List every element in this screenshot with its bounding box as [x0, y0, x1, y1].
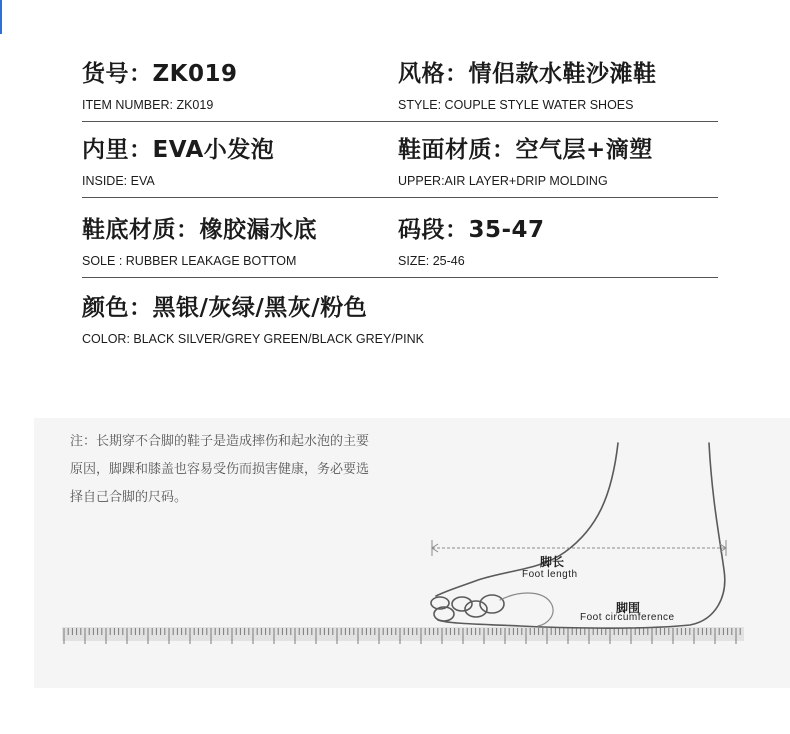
fit-note-line: 注：长期穿不合脚的鞋子是造成摔伤和起水泡的主要: [70, 434, 370, 449]
spec-sole-en: SOLE : RUBBER LEAKAGE BOTTOM: [82, 254, 297, 268]
spec-style-zh: 风格：情侣款水鞋沙滩鞋: [398, 61, 657, 87]
spec-size-zh: 码段：35-47: [398, 217, 545, 243]
spec-size-en: SIZE: 25-46: [398, 254, 465, 268]
foot-length-label-en: Foot length: [522, 569, 578, 580]
fit-note-line: 原因，脚踝和膝盖也容易受伤而损害健康，务必要选: [70, 462, 370, 477]
fit-note-line: 择自己合脚的尺码。: [70, 490, 188, 505]
foot-length-measure: [432, 540, 726, 556]
spec-inside-zh: 内里：EVA小发泡: [82, 137, 275, 163]
spec-color-en: COLOR: BLACK SILVER/GREY GREEN/BLACK GREY/PINK: [82, 332, 425, 346]
spec-item-number-en: ITEM NUMBER: ZK019: [82, 98, 214, 112]
spec-inside-en: INSIDE: EVA: [82, 174, 155, 188]
spec-upper-zh: 鞋面材质：空气层+滴塑: [398, 137, 653, 163]
spec-style-en: STYLE: COUPLE STYLE WATER SHOES: [398, 98, 634, 112]
foot-circumference-label-en: Foot circumference: [580, 612, 675, 623]
foot-length-label-zh: 脚长: [540, 555, 565, 569]
foot-circumference-label-zh: 脚围: [616, 601, 641, 615]
spec-item-number-zh: 货号：ZK019: [82, 61, 238, 87]
spec-color-zh: 颜色：黑银/灰绿/黑灰/粉色: [82, 295, 368, 321]
spec-upper-en: UPPER:AIR LAYER+DRIP MOLDING: [398, 174, 608, 188]
foot-outline-icon: [431, 443, 725, 628]
spec-sole-zh: 鞋底材质：橡胶漏水底: [82, 217, 317, 243]
